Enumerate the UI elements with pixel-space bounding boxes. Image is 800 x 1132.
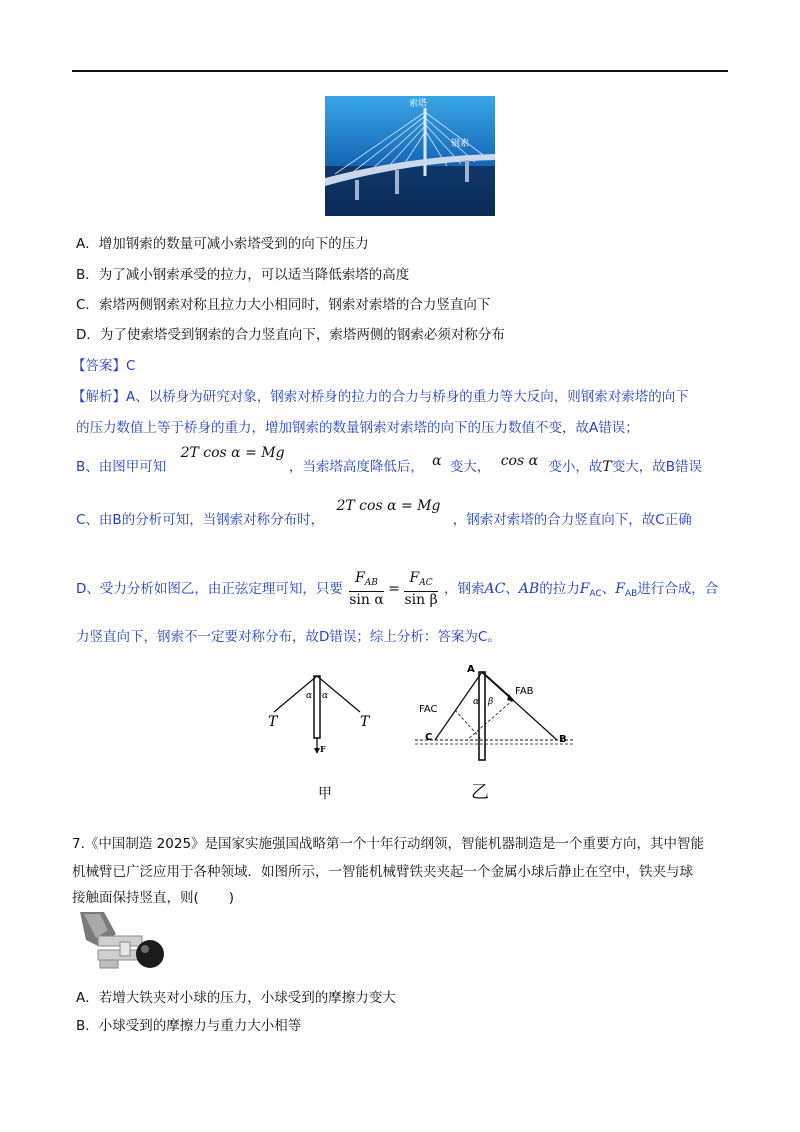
equation-2tcos-c: 2T cos α = Mg — [336, 498, 441, 514]
q6-option-d: D．为了使索塔受到钢索的合力竖直向下，索塔两侧的钢索必须对称分布 — [76, 327, 505, 343]
analysis-line-2: 的压力数值上等于桥身的重力，增加钢索的数量钢索对索塔的向下的压力数值不变，故A错误； — [76, 420, 639, 436]
svg-text:α: α — [306, 691, 313, 701]
force-diagram-jia — [260, 668, 390, 808]
q7-option-a: A．若增大铁夹对小球的压力，小球受到的摩擦力变大 — [76, 990, 396, 1006]
svg-text:α: α — [322, 691, 329, 701]
svg-text:C: C — [425, 732, 433, 743]
svg-text:FAB: FAB — [515, 686, 534, 697]
analysis-c: C、由B的分析可知，当钢索对称分布时， 2T cos α = Mg ，钢索对索塔的合力竖直向下，故C正确 — [76, 498, 692, 528]
q7-line-3: 接触面保持竖直，则( ) — [72, 890, 235, 906]
force-diagram-yi — [415, 660, 590, 805]
q6-option-c: C．索塔两侧钢索对称且拉力大小相同时，钢索对索塔的合力竖直向下 — [76, 297, 491, 313]
label-cable: 钢索 — [451, 139, 470, 149]
cos-alpha: cos α — [500, 453, 539, 469]
analysis-line-1: 【解析】A、以桥身为研究对象，钢索对桥身的拉力的合力与桥身的重力等大反向，则钢索对索塔的向下 — [72, 389, 689, 405]
svg-text:F: F — [320, 744, 326, 754]
bridge-photo — [325, 96, 495, 216]
q7-line-2: 机械臂已广泛应用于各种领域．如图所示，一智能机械臂铁夹夹起一个金属小球后静止在空中，铁夹与球 — [72, 864, 693, 880]
answer-value: C — [126, 358, 136, 374]
header-rule — [72, 70, 728, 72]
caption-yi: 乙 — [471, 782, 489, 803]
analysis-tag: 【解析】 — [72, 389, 126, 405]
svg-text:β: β — [488, 697, 494, 707]
label-t-right: T — [360, 714, 370, 730]
svg-text:FAC: FAC — [419, 704, 438, 715]
alpha-symbol: α — [432, 453, 442, 469]
answer-line — [72, 356, 135, 376]
analysis-d: D、受力分析如图乙，由正弦定理可知，只要 $\frac{F_{AB}}{\text{sin α}}$ = $\frac{F_{AC}}{\text{sin β}}$ ，钢索AC、AB的拉力$F_{AC}$、$F_{AB}$进行合成，合 — [76, 570, 719, 608]
caption-jia: 甲 — [318, 786, 332, 802]
analysis-d-line2: 力竖直向下，钢索不一定要对称分布，故D错误；综上分析：答案为C。 — [76, 629, 501, 645]
svg-text:B: B — [559, 734, 567, 745]
sine-rule: $\frac{F_{AB}}{\text{sin α}}$ = $\frac{F_{AC}}{\text{sin β}}$ — [349, 570, 438, 608]
q7-line-1: 7.《中国制造 2025》是国家实施强国战略第一个十年行动纲领，智能机器制造是一个重要方向，其中智能 — [72, 836, 705, 852]
svg-text:α: α — [473, 697, 480, 707]
svg-text:A: A — [467, 664, 475, 675]
robot-arm-image — [76, 910, 168, 982]
q7-option-b: B．小球受到的摩擦力与重力大小相等 — [76, 1018, 302, 1034]
answer-tag: 【答案】 — [72, 358, 126, 374]
label-t-left: T — [268, 714, 278, 730]
q6-option-a: A．增加钢索的数量可减小索塔受到的向下的压力 — [76, 236, 369, 252]
q6-option-b: B．为了减小钢索承受的拉力，可以适当降低索塔的高度 — [76, 267, 410, 283]
analysis-b: B、由图甲可知 2T cos α = Mg ，当索塔高度降低后， α 变大， cos α 变小，故T变大，故B错误 — [76, 445, 702, 475]
equation-2tcos: 2T cos α = Mg — [180, 445, 285, 461]
label-tower: 索塔 — [409, 99, 428, 109]
